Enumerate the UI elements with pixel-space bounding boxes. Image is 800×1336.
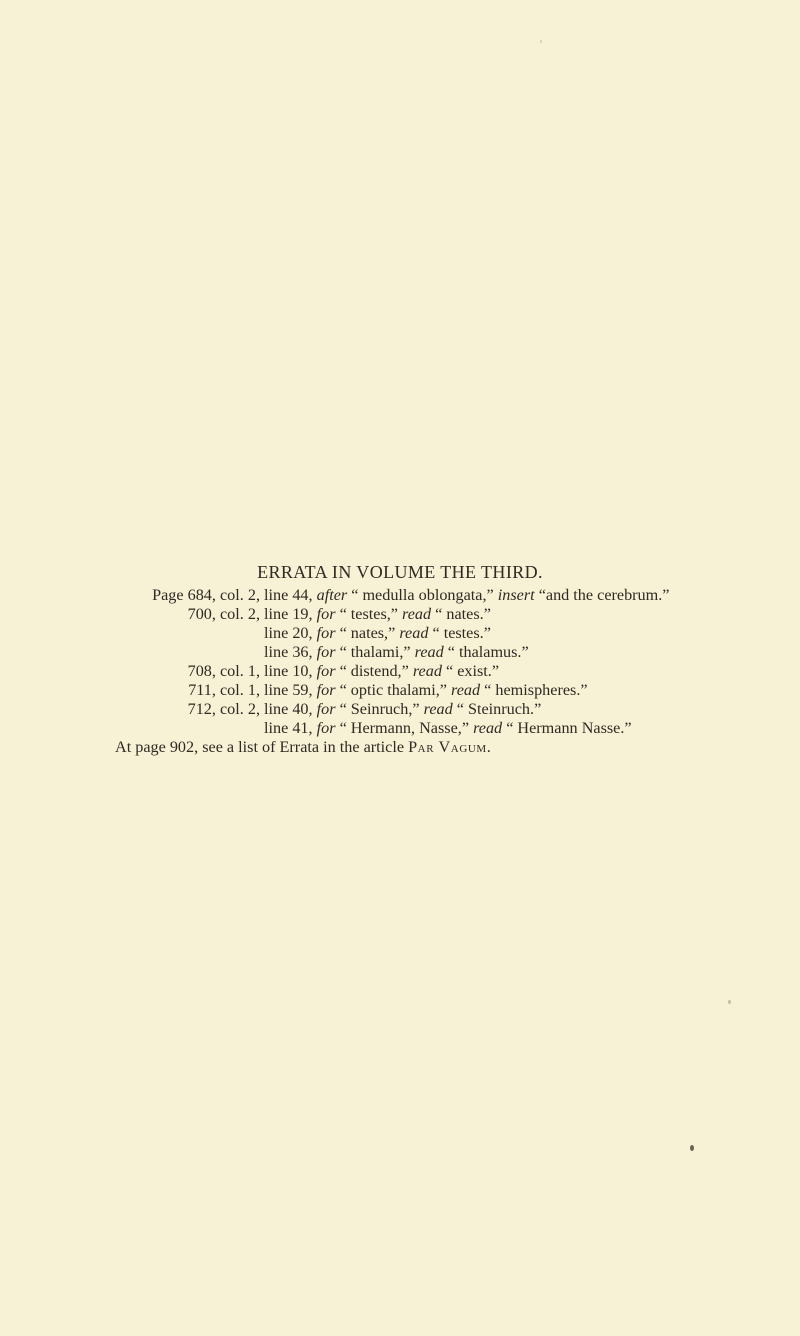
corrected-text: “ nates.” bbox=[435, 605, 491, 623]
correction-text bbox=[264, 605, 491, 624]
line-reference: line 10, bbox=[264, 662, 313, 680]
line-reference: line 40, bbox=[264, 700, 313, 718]
corrected-text: “ testes.” bbox=[432, 624, 491, 642]
correction-text bbox=[264, 624, 491, 643]
correction-text bbox=[264, 586, 669, 605]
original-text: “ testes,” bbox=[339, 605, 398, 623]
correction-text bbox=[264, 662, 499, 681]
corrected-text: “ thalamus.” bbox=[447, 643, 529, 661]
errata-footer bbox=[0, 738, 800, 757]
correction-verb: for bbox=[316, 681, 336, 699]
errata-entry bbox=[0, 605, 800, 624]
original-text: “ thalami,” bbox=[339, 643, 411, 661]
page-reference: 712, col. 2, bbox=[187, 700, 260, 718]
errata-list bbox=[0, 586, 800, 757]
line-reference: line 44, bbox=[264, 586, 313, 604]
correction-action: read bbox=[399, 624, 429, 642]
original-text: “ medulla oblongata,” bbox=[351, 586, 494, 604]
correction-text bbox=[264, 719, 632, 738]
page-reference: Page 684, col. 2, bbox=[152, 586, 260, 604]
footer-note: At page 902, see a list of Errata in the article bbox=[115, 738, 405, 756]
errata-heading: ERRATA IN VOLUME THE THIRD. bbox=[257, 562, 543, 582]
errata-entry bbox=[0, 586, 800, 605]
line-reference: line 20, bbox=[264, 624, 313, 642]
page-reference: 708, col. 1, bbox=[187, 662, 260, 680]
article-name: Par Vagum. bbox=[408, 738, 492, 756]
correction-action: read bbox=[473, 719, 503, 737]
correction-action: read bbox=[412, 662, 442, 680]
correction-text bbox=[264, 681, 588, 700]
errata-entry bbox=[0, 624, 800, 643]
errata-entry bbox=[0, 681, 800, 700]
line-reference: line 36, bbox=[264, 643, 313, 661]
correction-verb: for bbox=[316, 662, 336, 680]
errata-footer-text bbox=[115, 738, 491, 757]
correction-verb: after bbox=[316, 586, 348, 604]
correction-text bbox=[264, 700, 541, 719]
correction-action: read bbox=[402, 605, 432, 623]
original-text: “ nates,” bbox=[339, 624, 396, 642]
correction-verb: for bbox=[316, 605, 336, 623]
corrected-text: “and the cerebrum.” bbox=[538, 586, 670, 604]
correction-verb: for bbox=[316, 719, 336, 737]
correction-verb: for bbox=[316, 643, 336, 661]
corrected-text: “ hemispheres.” bbox=[484, 681, 588, 699]
paper-speck bbox=[540, 40, 542, 43]
correction-text bbox=[264, 643, 529, 662]
line-reference: line 19, bbox=[264, 605, 313, 623]
original-text: “ optic thalami,” bbox=[339, 681, 447, 699]
page-reference: 700, col. 2, bbox=[187, 605, 260, 623]
errata-entry bbox=[0, 643, 800, 662]
corrected-text: “ Hermann Nasse.” bbox=[506, 719, 632, 737]
correction-verb: for bbox=[316, 624, 336, 642]
correction-action: read bbox=[451, 681, 481, 699]
original-text: “ Hermann, Nasse,” bbox=[339, 719, 470, 737]
paper-speck bbox=[728, 1000, 731, 1004]
correction-action: read bbox=[414, 643, 444, 661]
line-reference: line 41, bbox=[264, 719, 313, 737]
errata-entry bbox=[0, 700, 800, 719]
errata-entry bbox=[0, 719, 800, 738]
paper-speck bbox=[690, 1145, 694, 1151]
correction-action: read bbox=[423, 700, 453, 718]
page-reference: 711, col. 1, bbox=[188, 681, 260, 699]
correction-action: insert bbox=[497, 586, 535, 604]
corrected-text: “ Steinruch.” bbox=[456, 700, 542, 718]
errata-entry bbox=[0, 662, 800, 681]
line-reference: line 59, bbox=[264, 681, 313, 699]
original-text: “ distend,” bbox=[339, 662, 409, 680]
corrected-text: “ exist.” bbox=[445, 662, 500, 680]
correction-verb: for bbox=[316, 700, 336, 718]
original-text: “ Seinruch,” bbox=[339, 700, 420, 718]
